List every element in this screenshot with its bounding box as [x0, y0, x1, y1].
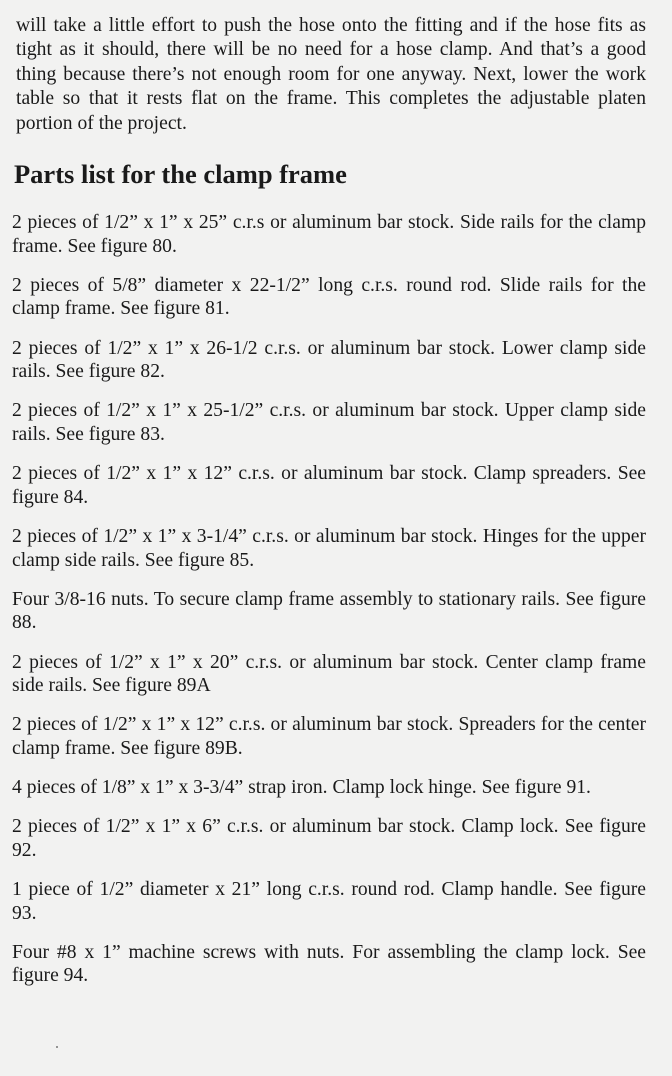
- document-page: [12, 0, 646, 1004]
- part-item: 2 pieces of 5/8” diameter x 22-1/2” long c.r.s. round rod. Slide rails for the clamp frame. See figure 81.: [12, 274, 646, 320]
- part-item: 2 pieces of 1/2” x 1” x 6” c.r.s. or aluminum bar stock. Clamp lock. See figure 92.: [12, 816, 646, 861]
- part-item: Four #8 x 1” machine screws with nuts. For assembling the clamp lock. See figure 94.: [12, 941, 646, 987]
- part-item: 2 pieces of 1/2” x 1” x 12” c.r.s. or aluminum bar stock. Clamp spreaders. See figure 84.: [12, 463, 646, 508]
- part-item: 4 pieces of 1/8” x 1” x 3-3/4” strap iron. Clamp lock hinge. See figure 91.: [12, 777, 591, 799]
- intro-paragraph: will take a little effort to push the hose onto the fitting and if the hose fits as tight as it should, there will be no need for a hose clamp. And that’s a good thing because there’s not enough room for one anyway. Next, lower the work table so that it rests flat on the frame. This completes the adjustable platen portion of the project.: [16, 15, 646, 134]
- part-item: 1 piece of 1/2” diameter x 21” long c.r.s. round rod. Clamp handle. See figure 93.: [12, 879, 646, 924]
- parts-list: [12, 211, 646, 988]
- part-item: 2 pieces of 1/2” x 1” x 12” c.r.s. or aluminum bar stock. Spreaders for the center clamp frame. See figure 89B.: [12, 714, 646, 759]
- part-item: 2 pieces of 1/2” x 1” x 20” c.r.s. or aluminum bar stock. Center clamp frame side rails. See figure 89A: [12, 651, 646, 697]
- part-item: 2 pieces of 1/2” x 1” x 3-1/4” c.r.s. or aluminum bar stock. Hinges for the upper clamp side rails. See figure 85.: [12, 525, 646, 571]
- part-item: 2 pieces of 1/2” x 1” x 25” c.r.s or aluminum bar stock. Side rails for the clamp frame. See figure 80.: [12, 212, 646, 257]
- scan-speck: [56, 1046, 58, 1048]
- part-item: 2 pieces of 1/2” x 1” x 25-1/2” c.r.s. or aluminum bar stock. Upper clamp side rails. See figure 83.: [12, 400, 646, 445]
- section-heading: Parts list for the clamp frame: [14, 159, 347, 190]
- part-item: 2 pieces of 1/2” x 1” x 26-1/2 c.r.s. or aluminum bar stock. Lower clamp side rails. See figure 82.: [12, 337, 646, 383]
- part-item: Four 3/8-16 nuts. To secure clamp frame assembly to stationary rails. See figure 88.: [12, 588, 646, 634]
